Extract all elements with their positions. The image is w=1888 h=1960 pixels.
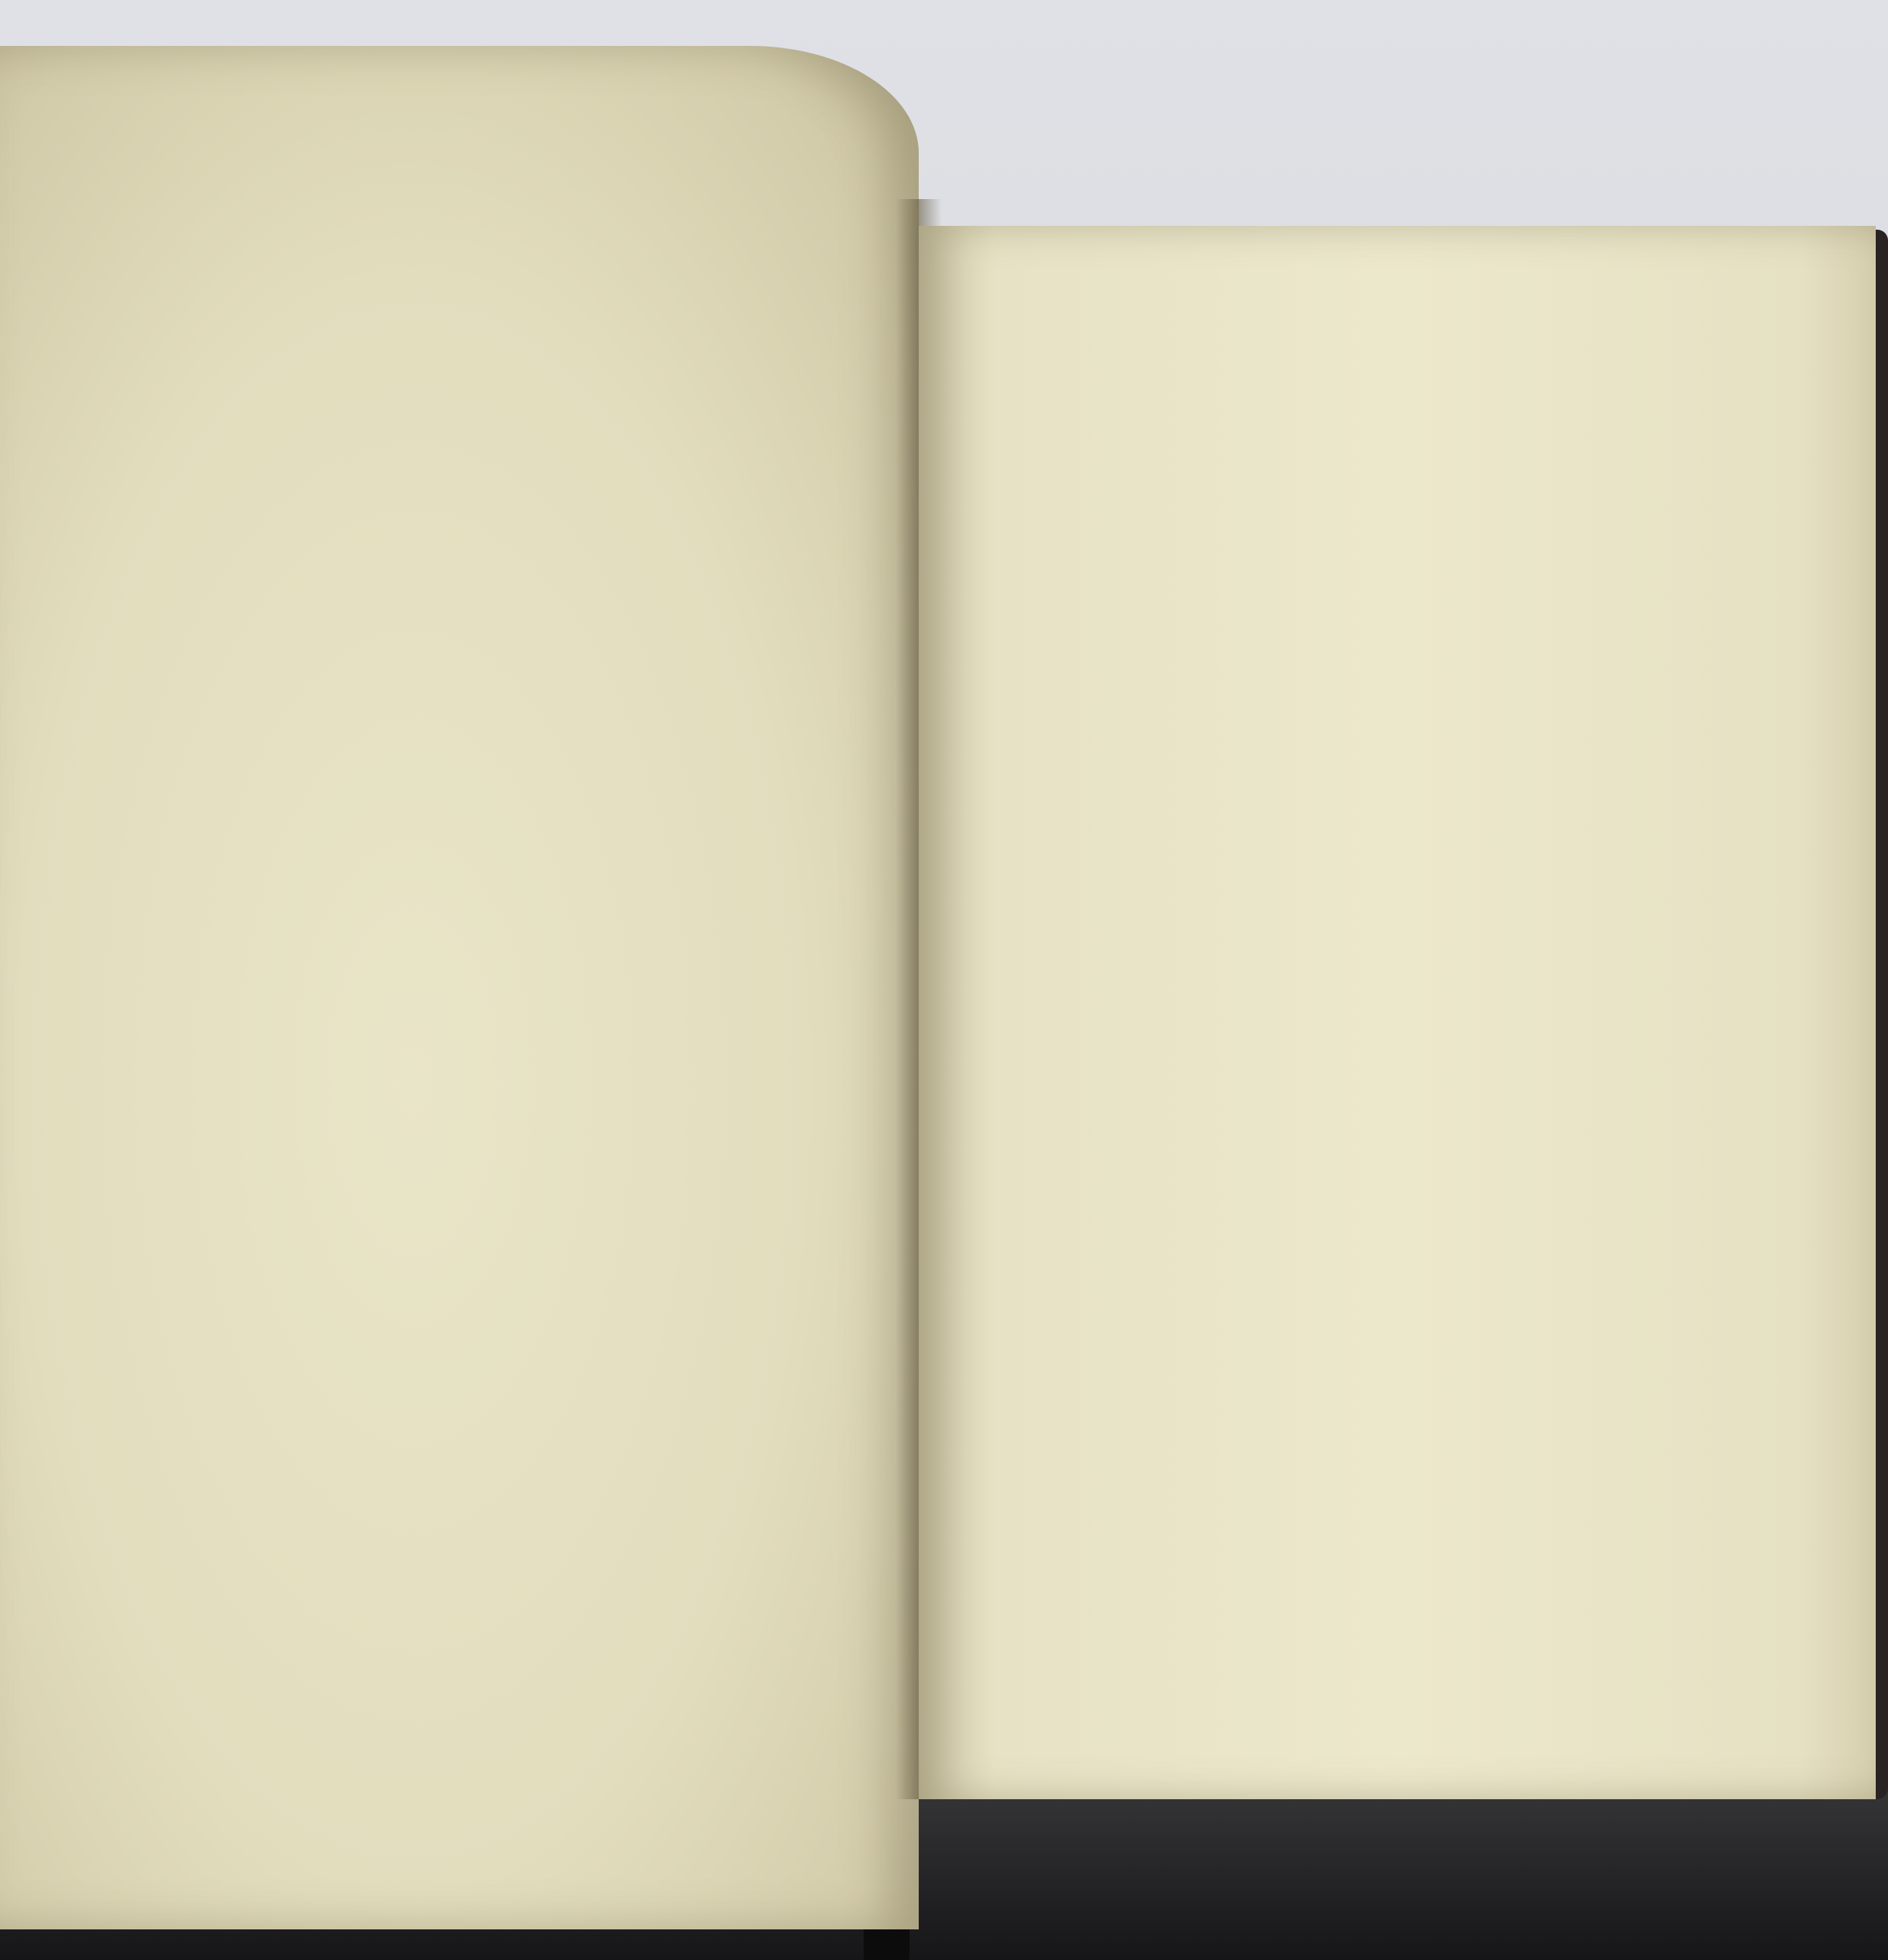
left-page [0,46,919,1929]
right-page [919,226,1876,1799]
